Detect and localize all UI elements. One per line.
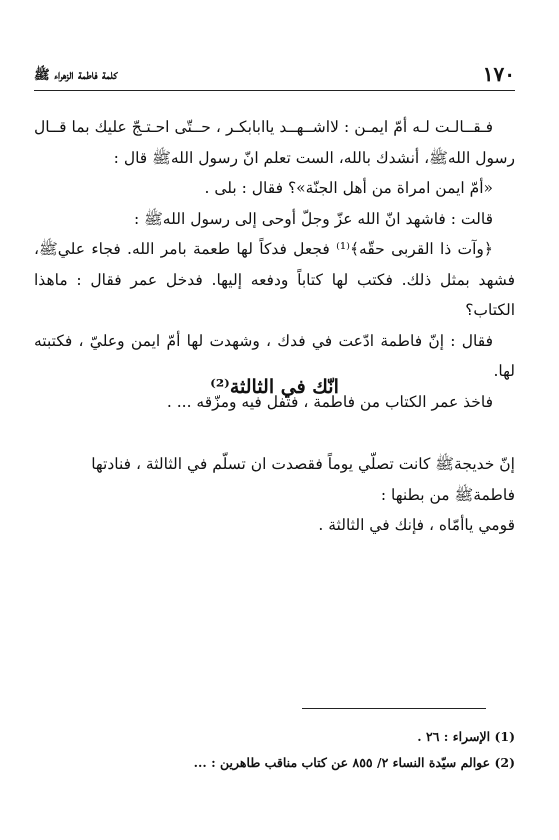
main-text <box>34 112 515 417</box>
footnote-rule <box>302 708 486 709</box>
page-header <box>34 58 515 86</box>
section-title: انّك في الثالثة⁽²⁾ <box>210 376 339 398</box>
footnotes <box>34 724 515 776</box>
paragraph: ﴿وآت ذا القربى حقّه﴾⁽¹⁾ فجعل فدكاً لها طعمة بامر الله. فجاء عليﷺ، فشهد بمثل ذلك. فكتب لها كتاباً ودفعه إليها. فدخل عمر فقال : ماهذا الكتاب؟ <box>34 240 515 319</box>
paragraph: إنّ خديجةﷺ كانت تصلّي يوماً فقصدت ان تسلّم في الثالثة ، فنادتها <box>91 455 515 473</box>
paragraph: فاطمةﷺ من بطنها : <box>380 485 515 504</box>
paragraph: «أمّ ايمن امراة من أهل الجنّة»؟ فقال : بلى . <box>204 179 493 197</box>
footnote: (1) الإسراء : ٢٦ . <box>417 729 515 744</box>
section-text <box>34 449 515 541</box>
paragraph: فـقــالـت لـه أمّ ايمـن : لااشــهــد ياابابكـر ، حــتّى احـتـجّ عليك بما قــال رسول اللهﷺ، أنشدك بالله، الست تعلم انّ رسول اللهﷺ قال : <box>34 118 515 167</box>
paragraph: فاخذ عمر الكتاب من فاطمة ، فتفل فيه ومزّقه ... . <box>166 392 493 411</box>
paragraph: قالت : فاشهد انّ الله عزّ وجلّ أوحى إلى رسول اللهﷺ : <box>133 209 493 228</box>
paragraph: فقال : إنّ فاطمة ادّعت في فدك ، وشهدت لها أمّ ايمن وعليّ ، فكتبته لها. <box>34 331 515 380</box>
footnote: (2) عوالم سيّدة النساء ٢/ ٨٥٥ عن كتاب مناقب طاهرين : ... <box>193 755 515 770</box>
running-title: كلمة فاطمة الزهراء ﷺ <box>34 68 118 83</box>
paragraph: قومي ياأمّاه ، فإنك في الثالثة . <box>318 516 515 534</box>
header-rule <box>34 90 515 91</box>
page-number: ١٧٠ <box>482 62 515 86</box>
